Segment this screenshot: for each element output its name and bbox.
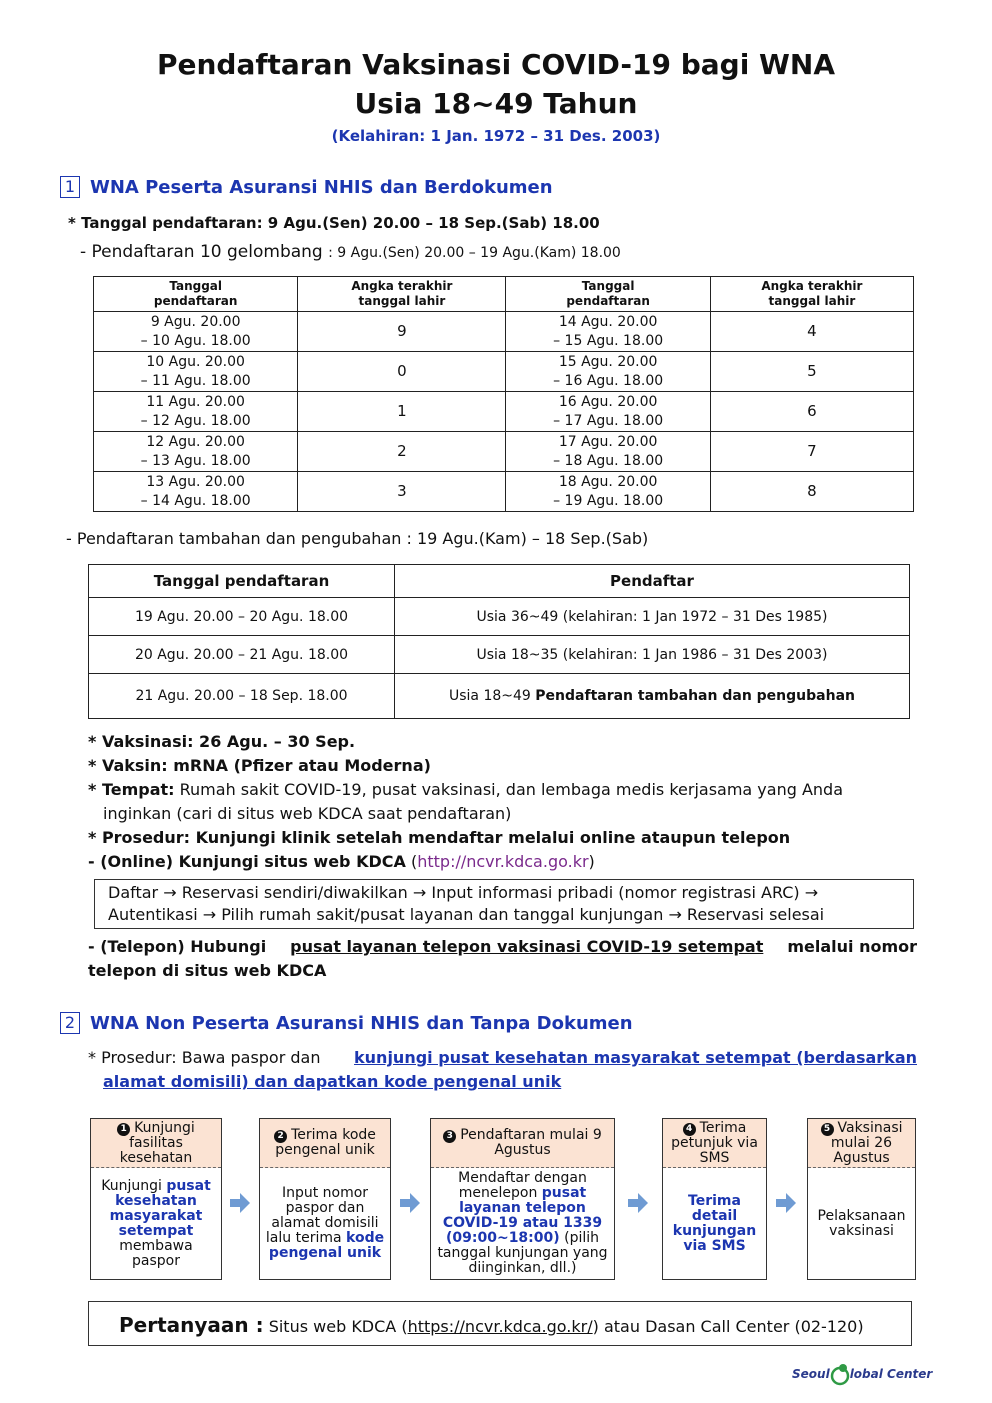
vaccination-period: * Vaksinasi: 26 Agu. – 30 Sep. bbox=[88, 732, 356, 751]
right-arrow-icon bbox=[627, 1192, 649, 1214]
table-cell bbox=[395, 674, 910, 719]
place-label: * Tempat: bbox=[88, 780, 175, 799]
table-cell: 17 Agu. 20.00 – 18 Agu. 18.00 bbox=[506, 432, 710, 472]
phone-line2: telepon di situs web KDCA bbox=[88, 961, 327, 980]
registration-date: * Tanggal pendaftaran: 9 Agu.(Sen) 20.00 – 18 Sep.(Sab) 18.00 bbox=[68, 214, 600, 232]
page-title-line1: Pendaftaran Vaksinasi COVID-19 bagi WNA bbox=[156, 48, 836, 81]
questions-pre: Situs web KDCA ( bbox=[268, 1317, 408, 1336]
flow-step-body bbox=[431, 1168, 614, 1279]
additional-table-header-cell: Tanggal pendaftaran bbox=[89, 565, 395, 598]
online-line: - (Online) Kunjungi situs web KDCA (http://ncvr.kdca.go.kr) bbox=[88, 852, 595, 871]
place-text1: Rumah sakit COVID-19, pusat vaksinasi, dan lembaga medis kerjasama yang Anda bbox=[179, 780, 844, 799]
flow-step-text: (pilih tanggal kunjungan yang diinginkan, dll.) bbox=[437, 1230, 608, 1276]
table-cell-bold-text: Pendaftaran tambahan dan pengubahan bbox=[535, 688, 855, 704]
table-cell: 7 bbox=[710, 432, 913, 472]
flow-step-body bbox=[808, 1168, 915, 1279]
online-url-link[interactable]: http://ncvr.kdca.go.kr bbox=[417, 852, 589, 871]
section2-heading bbox=[60, 1012, 633, 1034]
table-cell: 3 bbox=[298, 472, 506, 512]
table-cell bbox=[395, 598, 910, 636]
logo-text-right: lobal Center bbox=[849, 1367, 933, 1381]
kdca-link[interactable]: https://ncvr.kdca.go.kr/ bbox=[407, 1317, 593, 1336]
table-row bbox=[94, 472, 914, 512]
table-cell: 0 bbox=[298, 352, 506, 392]
table-cell: 21 Agu. 20.00 – 18 Sep. 18.00 bbox=[89, 674, 395, 719]
right-arrow-icon bbox=[399, 1192, 421, 1214]
flow-step-title: Terima petunjuk via SMS bbox=[671, 1119, 758, 1166]
flow-step-5 bbox=[807, 1118, 916, 1280]
table-row bbox=[89, 598, 910, 636]
section1-heading bbox=[60, 176, 553, 198]
flow-step-header bbox=[663, 1119, 766, 1168]
additional-registration: - Pendaftaran tambahan dan pengubahan : 19 Agu.(Kam) – 18 Sep.(Sab) bbox=[66, 529, 649, 548]
flow-step-header bbox=[431, 1119, 614, 1168]
wave-table-header bbox=[94, 277, 914, 312]
table-row bbox=[94, 312, 914, 352]
table-cell: 5 bbox=[710, 352, 913, 392]
step-number-icon: 4 bbox=[683, 1123, 696, 1136]
wave-dates: : 9 Agu.(Sen) 20.00 – 19 Agu.(Kam) 18.00 bbox=[328, 245, 621, 261]
section2-procedure-link2: alamat domisili) dan dapatkan kode pengenal unik bbox=[103, 1072, 562, 1091]
table-row bbox=[89, 636, 910, 674]
flow-step-title: Pendaftaran mulai 9 Agustus bbox=[460, 1127, 602, 1158]
page-title-line2: Usia 18~49 Tahun bbox=[354, 87, 638, 120]
table-cell: 4 bbox=[710, 312, 913, 352]
flow-step-body bbox=[260, 1168, 390, 1279]
wave-table bbox=[93, 276, 914, 512]
online-steps-line2: Autentikasi → Pilih rumah sakit/pusat layanan dan tanggal kunjungan → Reservasi selesai bbox=[108, 905, 825, 924]
table-row bbox=[89, 674, 910, 719]
step-number-icon: 5 bbox=[821, 1123, 834, 1136]
additional-table bbox=[88, 564, 910, 719]
place-text2: inginkan (cari di situs web KDCA saat pendaftaran) bbox=[103, 804, 512, 823]
questions-label: Pertanyaan : bbox=[119, 1313, 264, 1337]
flow-step-text: membawa paspor bbox=[119, 1237, 193, 1269]
phone-underlined: pusat layanan telepon vaksinasi COVID-19 setempat bbox=[290, 937, 764, 956]
flow-step-3 bbox=[430, 1118, 615, 1280]
table-cell: 9 bbox=[298, 312, 506, 352]
wave-label: - Pendaftaran 10 gelombang bbox=[80, 242, 323, 262]
table-cell: 14 Agu. 20.00 – 15 Agu. 18.00 bbox=[506, 312, 710, 352]
online-label: - (Online) Kunjungi situs web KDCA bbox=[88, 852, 406, 871]
section2-procedure-link1: kunjungi pusat kesehatan masyarakat setempat (berdasarkan bbox=[354, 1048, 917, 1067]
phone-post: melalui nomor bbox=[787, 937, 917, 956]
right-arrow-icon bbox=[775, 1192, 797, 1214]
table-cell: 2 bbox=[298, 432, 506, 472]
additional-table-header-cell: Pendaftar bbox=[395, 565, 910, 598]
wave-registration bbox=[80, 242, 621, 262]
flow-step-title: Vaksinasi mulai 26 Agustus bbox=[830, 1119, 903, 1166]
questions-post: ) atau Dasan Call Center (02-120) bbox=[592, 1317, 864, 1336]
table-cell bbox=[395, 636, 910, 674]
flow-step-title: Terima kode pengenal unik bbox=[275, 1127, 376, 1158]
flow-step-header bbox=[91, 1119, 221, 1168]
table-row bbox=[94, 352, 914, 392]
table-cell: 20 Agu. 20.00 – 21 Agu. 18.00 bbox=[89, 636, 395, 674]
table-cell-text: Usia 36~49 (kelahiran: 1 Jan 1972 – 31 Des 1985) bbox=[476, 608, 828, 625]
flow-step-highlight: pusat kesehatan masyarakat setempat bbox=[109, 1177, 211, 1239]
table-cell: 9 Agu. 20.00 – 10 Agu. 18.00 bbox=[94, 312, 298, 352]
table-cell: 19 Agu. 20.00 – 20 Agu. 18.00 bbox=[89, 598, 395, 636]
table-cell: 11 Agu. 20.00 – 12 Agu. 18.00 bbox=[94, 392, 298, 432]
section2-title: WNA Non Peserta Asuransi NHIS dan Tanpa Dokumen bbox=[90, 1012, 633, 1034]
table-cell: 10 Agu. 20.00 – 11 Agu. 18.00 bbox=[94, 352, 298, 392]
table-cell: 8 bbox=[710, 472, 913, 512]
right-arrow-icon bbox=[229, 1192, 251, 1214]
table-cell: 13 Agu. 20.00 – 14 Agu. 18.00 bbox=[94, 472, 298, 512]
vaccine-type: * Vaksin: mRNA (Pfizer atau Moderna) bbox=[88, 756, 431, 775]
step-number-icon: 2 bbox=[274, 1130, 287, 1143]
flow-step-header bbox=[260, 1119, 390, 1168]
flow-step-body bbox=[663, 1168, 766, 1279]
procedure-line: * Prosedur: Kunjungi klinik setelah mendaftar melalui online ataupun telepon bbox=[88, 828, 791, 847]
flow-step-4 bbox=[662, 1118, 767, 1280]
additional-table-header bbox=[89, 565, 910, 598]
flow-step-text: Mendaftar dengan menelepon bbox=[458, 1170, 587, 1201]
table-cell: 18 Agu. 20.00 – 19 Agu. 18.00 bbox=[506, 472, 710, 512]
section1-number: 1 bbox=[60, 176, 80, 198]
wave-table-header-cell: Angka terakhir tanggal lahir bbox=[298, 277, 506, 312]
flow-step-title: Kunjungi fasilitas kesehatan bbox=[119, 1119, 195, 1166]
flow-step-text: Pelaksanaan vaksinasi bbox=[817, 1207, 906, 1239]
online-steps-box bbox=[94, 879, 914, 929]
table-cell: 6 bbox=[710, 392, 913, 432]
logo-globe-icon bbox=[830, 1362, 850, 1386]
questions-box bbox=[88, 1301, 912, 1346]
page-subtitle: (Kelahiran: 1 Jan. 1972 – 31 Des. 2003) bbox=[331, 127, 661, 145]
table-row bbox=[94, 432, 914, 472]
table-cell: 12 Agu. 20.00 – 13 Agu. 18.00 bbox=[94, 432, 298, 472]
table-cell: 1 bbox=[298, 392, 506, 432]
flow-step-text: Kunjungi bbox=[101, 1177, 167, 1194]
wave-table-header-cell: Tanggal pendaftaran bbox=[506, 277, 710, 312]
flow-step-header bbox=[808, 1119, 915, 1168]
online-steps-line1: Daftar → Reservasi sendiri/diwakilkan → Input informasi pribadi (nomor registrasi ARC) → bbox=[108, 883, 819, 902]
flow-step-1 bbox=[90, 1118, 222, 1280]
section1-title: WNA Peserta Asuransi NHIS dan Berdokumen bbox=[90, 176, 553, 198]
section2-number: 2 bbox=[60, 1012, 80, 1034]
section2-procedure-line1 bbox=[88, 1048, 917, 1067]
phone-line1 bbox=[88, 937, 917, 956]
flow-step-text: Input nomor paspor dan alamat domisili lalu terima bbox=[265, 1185, 379, 1246]
section2-procedure-pre: * Prosedur: Bawa paspor dan bbox=[88, 1048, 321, 1067]
step-number-icon: 3 bbox=[443, 1130, 456, 1143]
flow-step-body bbox=[91, 1168, 221, 1279]
seoul-global-center-logo bbox=[792, 1361, 932, 1387]
flow-step-highlight: kode pengenal unik bbox=[268, 1230, 385, 1261]
step-number-icon: 1 bbox=[117, 1123, 130, 1136]
questions-line bbox=[119, 1313, 864, 1337]
table-cell: 16 Agu. 20.00 – 17 Agu. 18.00 bbox=[506, 392, 710, 432]
table-cell-text: Usia 18~35 (kelahiran: 1 Jan 1986 – 31 Des 2003) bbox=[476, 646, 828, 663]
place-line1 bbox=[88, 780, 843, 799]
flow-step-highlight: Terima detail kunjungan via SMS bbox=[672, 1192, 757, 1254]
logo-text-left: Seoul bbox=[792, 1367, 830, 1381]
flow-step-2 bbox=[259, 1118, 391, 1280]
flow-step-highlight: pusat layanan telepon COVID-19 atau 1339 (09:00~18:00) bbox=[442, 1185, 603, 1246]
wave-table-header-cell: Angka terakhir tanggal lahir bbox=[710, 277, 913, 312]
table-cell: 15 Agu. 20.00 – 16 Agu. 18.00 bbox=[506, 352, 710, 392]
table-row bbox=[94, 392, 914, 432]
table-cell-text: Usia 18~49 bbox=[449, 688, 536, 704]
wave-table-header-cell: Tanggal pendaftaran bbox=[94, 277, 298, 312]
phone-pre: - (Telepon) Hubungi bbox=[88, 937, 267, 956]
